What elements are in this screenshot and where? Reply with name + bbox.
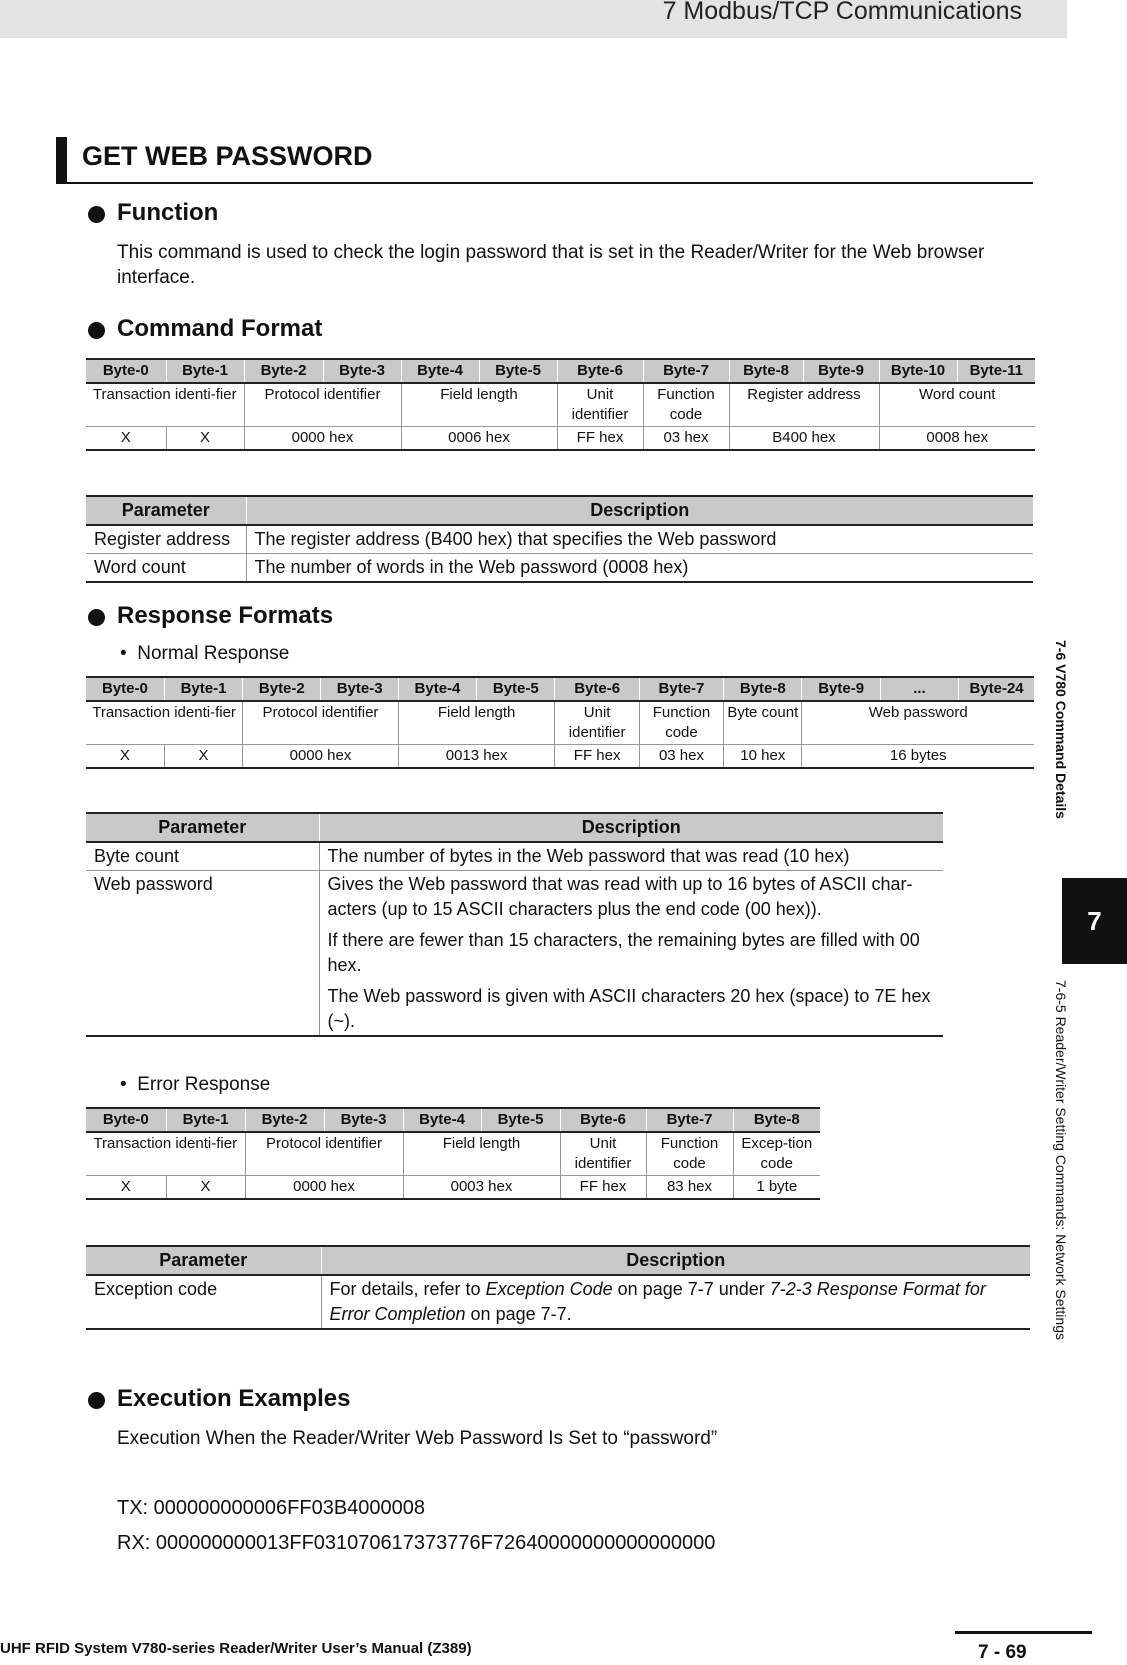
- byte-cell: Byte-2: [243, 677, 321, 701]
- value-cell: 1 byte: [733, 1176, 820, 1200]
- function-heading: Function: [117, 199, 219, 226]
- description-header: Description: [246, 496, 1033, 525]
- byte-cell: Byte-1: [166, 1108, 245, 1132]
- byte-cell: Byte-3: [323, 359, 401, 383]
- description-text: For details, refer to: [329, 1279, 486, 1299]
- field-name-row: [86, 383, 1035, 427]
- error-response-label: • Error Response: [120, 1074, 271, 1095]
- byte-cell: Byte-1: [166, 359, 244, 383]
- byte-cell: Byte-4: [398, 677, 476, 701]
- byte-cell: Byte-0: [86, 1108, 166, 1132]
- bullet-icon: [88, 206, 105, 223]
- value-cell: X: [86, 1176, 166, 1200]
- value-cell: 0000 hex: [243, 745, 399, 769]
- response-formats-heading: Response Formats: [117, 602, 334, 629]
- byte-cell: Byte-9: [803, 359, 879, 383]
- value-cell: 0003 hex: [403, 1176, 560, 1200]
- side-section-label: 7-6 V780 Command Details: [1053, 640, 1069, 819]
- value-cell: 03 hex: [639, 745, 723, 769]
- parameter-name: Word count: [86, 554, 246, 583]
- value-cell: X: [166, 1176, 245, 1200]
- byte-cell: Byte-4: [401, 359, 479, 383]
- parameter-header: Parameter: [86, 813, 319, 842]
- table-row: [86, 525, 1033, 554]
- parameter-description: The number of bytes in the Web password that was read (10 hex): [319, 842, 943, 871]
- value-cell: FF hex: [560, 1176, 646, 1200]
- field-cell: Unit identifier: [560, 1132, 646, 1176]
- byte-cell: Byte-0: [86, 677, 164, 701]
- normal-response-parameter-table: [86, 812, 943, 1037]
- field-cell: Field length: [398, 701, 555, 745]
- byte-header-row: [86, 359, 1035, 383]
- byte-header-row: [86, 1108, 820, 1132]
- normal-response-table: [86, 676, 1034, 769]
- normal-response-label: • Normal Response: [120, 643, 290, 664]
- field-name-row: [86, 701, 1034, 745]
- value-cell: 0006 hex: [401, 427, 557, 451]
- parameter-header: Parameter: [86, 496, 246, 525]
- field-cell: Function code: [646, 1132, 733, 1176]
- value-cell: 0013 hex: [398, 745, 555, 769]
- error-response-text: Error Response: [137, 1074, 271, 1095]
- page-header-band: [0, 0, 1067, 38]
- byte-cell: Byte-6: [560, 1108, 646, 1132]
- byte-cell: Byte-2: [245, 1108, 324, 1132]
- footer-rule: [955, 1631, 1092, 1634]
- command-format-table: [86, 358, 1035, 451]
- table-row: [86, 1275, 1030, 1329]
- function-text: This command is used to check the login password that is set in the Reader/Writer for the Web browser interface.: [117, 242, 985, 288]
- description-paragraph: The Web password is given with ASCII characters 20 hex (space) to 7E hex (~).: [327, 986, 931, 1031]
- byte-cell: Byte-8: [729, 359, 803, 383]
- byte-cell: Byte-7: [646, 1108, 733, 1132]
- parameter-name: Exception code: [86, 1275, 321, 1329]
- field-cell: Unit identifier: [557, 383, 643, 427]
- field-cell: Transaction identi-fier: [86, 701, 243, 745]
- field-cell: Unit identifier: [555, 701, 639, 745]
- byte-cell: Byte-8: [733, 1108, 820, 1132]
- description-text: on page 7-7.: [465, 1304, 572, 1324]
- field-cell: Protocol identifier: [243, 701, 399, 745]
- parameter-name: Web password: [86, 871, 319, 1037]
- bullet-icon: [88, 609, 105, 626]
- field-name-row: [86, 1132, 820, 1176]
- reference-link-text: Exception Code: [485, 1279, 613, 1299]
- byte-cell: Byte-6: [555, 677, 639, 701]
- byte-cell: Byte-2: [244, 359, 323, 383]
- field-cell: Transaction identi-fier: [86, 1132, 245, 1176]
- side-subsection-label: 7-6-5 Reader/Writer Setting Commands: Network Settings: [1053, 980, 1069, 1340]
- field-cell: Function code: [643, 383, 729, 427]
- example-subtitle: Execution When the Reader/Writer Web Password Is Set to “password”: [117, 1428, 718, 1449]
- table-row: [86, 554, 1033, 583]
- value-cell: FF hex: [555, 745, 639, 769]
- value-cell: X: [86, 745, 164, 769]
- description-text: on page 7-7 under: [612, 1279, 770, 1299]
- field-cell: Excep-tion code: [733, 1132, 820, 1176]
- description-header: Description: [321, 1246, 1030, 1275]
- field-cell: Web password: [802, 701, 1034, 745]
- value-row: [86, 745, 1034, 769]
- chapter-tab: 7: [1062, 878, 1127, 964]
- field-cell: Word count: [879, 383, 1035, 427]
- tx-example: TX: 000000000006FF03B4000008: [117, 1497, 426, 1519]
- byte-cell: Byte-7: [639, 677, 723, 701]
- description-header: Description: [319, 813, 943, 842]
- value-cell: X: [164, 745, 242, 769]
- bullet-icon: [88, 1392, 105, 1409]
- value-cell: 16 bytes: [802, 745, 1034, 769]
- table-row: [86, 871, 943, 1037]
- byte-cell: Byte-24: [959, 677, 1034, 701]
- description-paragraph: Gives the Web password that was read with up to 16 bytes of ASCII char-acters (up to 15 ASCII characters plus the end code (00 hex)).: [327, 874, 913, 919]
- section-title: GET WEB PASSWORD: [82, 141, 373, 171]
- byte-cell: Byte-5: [479, 359, 557, 383]
- byte-cell: Byte-7: [643, 359, 729, 383]
- byte-cell: Byte-4: [403, 1108, 481, 1132]
- parameter-description: [321, 1275, 1030, 1329]
- byte-cell: Byte-6: [557, 359, 643, 383]
- chapter-title: 7 Modbus/TCP Communications: [662, 0, 1022, 25]
- parameter-description: The number of words in the Web password (0008 hex): [246, 554, 1033, 583]
- byte-cell: Byte-3: [324, 1108, 403, 1132]
- value-cell: 03 hex: [643, 427, 729, 451]
- byte-cell: Byte-5: [477, 677, 555, 701]
- rx-example: RX: 000000000013FF031070617373776F72640000000000000000: [117, 1532, 716, 1554]
- value-cell: B400 hex: [729, 427, 879, 451]
- parameter-name: Register address: [86, 525, 246, 554]
- value-cell: FF hex: [557, 427, 643, 451]
- value-row: [86, 1176, 820, 1200]
- parameter-header: Parameter: [86, 1246, 321, 1275]
- execution-examples-heading: Execution Examples: [117, 1385, 351, 1412]
- parameter-description: [319, 871, 943, 1037]
- value-cell: 0008 hex: [879, 427, 1035, 451]
- value-cell: 0000 hex: [244, 427, 401, 451]
- field-cell: Protocol identifier: [244, 383, 401, 427]
- section-title-bar: [56, 137, 67, 183]
- field-cell: Transaction identi-fier: [86, 383, 244, 427]
- error-response-table: [86, 1107, 820, 1200]
- value-cell: 0000 hex: [245, 1176, 403, 1200]
- table-row: [86, 842, 943, 871]
- byte-cell: Byte-0: [86, 359, 166, 383]
- field-cell: Register address: [729, 383, 879, 427]
- reference-link-text: 7-2-3 Response Format for Error Completion: [329, 1279, 986, 1324]
- description-paragraph: If there are fewer than 15 characters, the remaining bytes are filled with 00 hex.: [327, 930, 920, 975]
- error-response-parameter-table: [86, 1245, 1030, 1330]
- section-title-rule: [56, 182, 1033, 184]
- field-cell: Protocol identifier: [245, 1132, 403, 1176]
- parameter-description: The register address (B400 hex) that specifies the Web password: [246, 525, 1033, 554]
- value-cell: 10 hex: [724, 745, 802, 769]
- field-cell: Field length: [403, 1132, 560, 1176]
- byte-cell: Byte-3: [321, 677, 398, 701]
- page-number: 7 - 69: [978, 1642, 1027, 1663]
- value-cell: 83 hex: [646, 1176, 733, 1200]
- field-cell: Function code: [639, 701, 723, 745]
- bullet-icon: [88, 322, 105, 339]
- value-cell: X: [166, 427, 244, 451]
- value-row: [86, 427, 1035, 451]
- normal-response-text: Normal Response: [137, 643, 290, 664]
- command-format-heading: Command Format: [117, 315, 323, 342]
- byte-cell: Byte-1: [164, 677, 242, 701]
- field-cell: Field length: [401, 383, 557, 427]
- byte-cell: Byte-8: [724, 677, 802, 701]
- byte-cell: Byte-9: [802, 677, 880, 701]
- command-parameter-table: [86, 495, 1033, 583]
- byte-cell: Byte-11: [957, 359, 1035, 383]
- value-cell: X: [86, 427, 166, 451]
- field-cell: Byte count: [724, 701, 802, 745]
- byte-cell: ...: [880, 677, 958, 701]
- parameter-name: Byte count: [86, 842, 319, 871]
- byte-header-row: [86, 677, 1034, 701]
- byte-cell: Byte-10: [879, 359, 957, 383]
- byte-cell: Byte-5: [481, 1108, 560, 1132]
- footer-manual-title: UHF RFID System V780-series Reader/Writer User’s Manual (Z389): [0, 1640, 472, 1657]
